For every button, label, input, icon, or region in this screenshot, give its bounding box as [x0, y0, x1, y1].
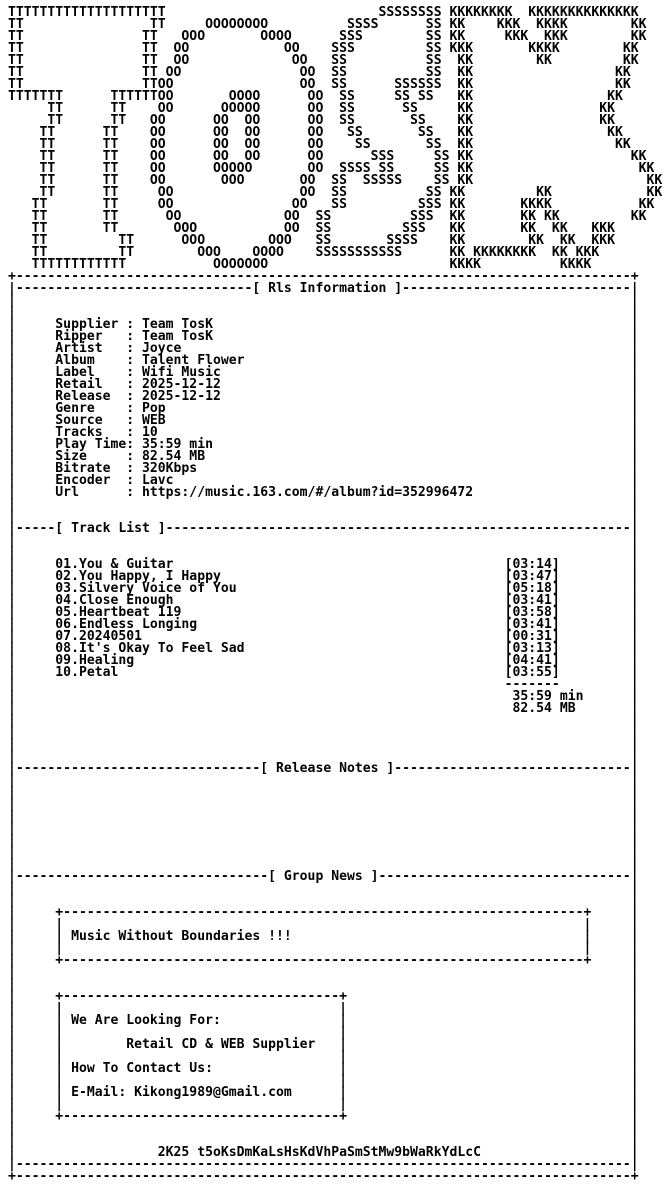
nfo-line: TT TT OO OO SS SS KK KK: [8, 65, 631, 80]
nfo-line: | 02.You Happy, I Happy [03:47] |: [8, 569, 639, 584]
nfo-line: | ------- |: [8, 677, 639, 692]
nfo-line: | Bitrate : 320Kbps |: [8, 461, 639, 476]
nfo-line: | Retail : 2025-12-12 |: [8, 377, 639, 392]
nfo-line: | | We Are Looking For: | |: [8, 1013, 639, 1028]
nfo-line: +------------------------------------------------------------------------------+: [8, 269, 639, 284]
nfo-line: | | | |: [8, 1025, 639, 1040]
nfo-line: | 07.20240501 [00:31] |: [8, 629, 639, 644]
nfo-line: | | | |: [8, 1097, 639, 1112]
nfo-line: | | | |: [8, 1049, 639, 1064]
nfo-line: | Play Time: 35:59 min |: [8, 437, 639, 452]
nfo-line: | 06.Endless Longing [03:41] |: [8, 617, 639, 632]
nfo-line: TT TTOO OO SS SSSSSS KK KK: [8, 77, 631, 92]
nfo-line: TT TT OO OO SS SSS KK KK KK KK: [8, 209, 647, 224]
nfo-line: | |: [8, 821, 639, 836]
nfo-line: TT TT OO OOOOO OO SSSS SS SS KK KK: [8, 161, 655, 176]
nfo-line: | 03.Silvery Voice of You [05:18] |: [8, 581, 639, 596]
nfo-line: | |: [8, 1121, 639, 1136]
nfo-line: TT TT OO OO SS SSS KK KKKK KK: [8, 197, 655, 212]
nfo-line: | |: [8, 845, 639, 860]
nfo-line: | |: [8, 785, 639, 800]
nfo-line: | Size : 82.54 MB |: [8, 449, 639, 464]
nfo-line: TT TT OO OO SSS SS KKK KKKK KK: [8, 41, 639, 56]
nfo-line: TT TT OO OOOOO OO SS SS KK KK: [8, 101, 615, 116]
nfo-line: TT TT OO OO SS SS KK KK KK: [8, 53, 639, 68]
nfo-line: | |: [8, 497, 639, 512]
nfo-line: | +-----------------------------------+ |: [8, 989, 639, 1004]
nfo-line: TT TT OO OO SS SS KK KK KK: [8, 185, 663, 200]
nfo-line: | | Music Without Boundaries !!! | |: [8, 929, 639, 944]
nfo-line: | 01.You & Guitar [03:14] |: [8, 557, 639, 572]
nfo-line: | |: [8, 809, 639, 824]
nfo-line: |------------------------------[ Rls Information ]-----------------------------|: [8, 281, 639, 296]
nfo-line: TT TT OO OO OO OO SS SS KK KK: [8, 125, 623, 140]
nfo-line: | +------------------------------------------------------------------+ |: [8, 905, 639, 920]
nfo-line: | |: [8, 545, 639, 560]
nfo-line: | | | |: [8, 1073, 639, 1088]
nfo-line: | Source : WEB |: [8, 413, 639, 428]
nfo-line: TT TT OO OO OO OO SS SS KK KK: [8, 113, 615, 128]
nfo-line: | |: [8, 893, 639, 908]
nfo-line: | | E-Mail: Kikong1989@Gmail.com | |: [8, 1085, 639, 1100]
nfo-line: | Tracks : 10 |: [8, 425, 639, 440]
nfo-line: | |: [8, 293, 639, 308]
nfo-line: | Encoder : Lavc |: [8, 473, 639, 488]
nfo-line: TTTTTTT TTTTTTOO OOOO OO SS SS SS KK KK: [8, 89, 623, 104]
nfo-line: | |: [8, 749, 639, 764]
nfo-line: TT TT OOOOOOOO SSSS SS KK KKK KKKK KK: [8, 17, 647, 32]
nfo-line: | |: [8, 977, 639, 992]
nfo-line: | 35:59 min |: [8, 689, 639, 704]
nfo-line: | Label : Wifi Music |: [8, 365, 639, 380]
nfo-line: | Genre : Pop |: [8, 401, 639, 416]
nfo-line: | |: [8, 773, 639, 788]
nfo-line: | Release : 2025-12-12 |: [8, 389, 639, 404]
nfo-line: | | Retail CD & WEB Supplier | |: [8, 1037, 639, 1052]
nfo-line: TTTTTTTTTTTTTTTTTTTT SSSSSSSS KKKKKKKK KKKKKKKKKKKKKK: [8, 5, 639, 20]
nfo-line: TT TT OOO OOOO SSS SS KK KKK KKK KK: [8, 29, 647, 44]
nfo-line: TT TT OOO OOO SS SSSS KK KK KK KKK: [8, 233, 615, 248]
nfo-line: |--------------------------------[ Group News ]--------------------------------|: [8, 869, 639, 884]
nfo-line: | | | |: [8, 941, 639, 956]
nfo-line: |------------------------------------------------------------------------------|: [8, 1157, 639, 1172]
nfo-line: | |: [8, 509, 639, 524]
nfo-line: |-------------------------------[ Release Notes ]------------------------------|: [8, 761, 639, 776]
nfo-line: | |: [8, 713, 639, 728]
nfo-line: | Ripper : Team TosK |: [8, 329, 639, 344]
nfo-line: TT TT OO OO OO OO SSS SS KK KK: [8, 149, 647, 164]
nfo-line: | |: [8, 1133, 639, 1148]
nfo-line: | 04.Close Enough [03:41] |: [8, 593, 639, 608]
nfo-line: | 10.Petal [03:55] |: [8, 665, 639, 680]
nfo-line: TT TT OOO OO SS SSS KK KK KK KKK: [8, 221, 615, 236]
nfo-line: | 82.54 MB |: [8, 701, 639, 716]
nfo-line: | | How To Contact Us: | |: [8, 1061, 639, 1076]
nfo-line: | |: [8, 833, 639, 848]
nfo-line: | |: [8, 305, 639, 320]
nfo-line: | Album : Talent Flower |: [8, 353, 639, 368]
nfo-text-document: [8, 7, 662, 1183]
nfo-line: TT TT OO OO OO OO SS SS KK KK: [8, 137, 631, 152]
nfo-line: TT TT OOO OOOO SSSSSSSSSSS KK KKKKKKKK KK KKK: [8, 245, 600, 260]
nfo-line: | +-----------------------------------+ |: [8, 1109, 639, 1124]
nfo-line: | Supplier : Team TosK |: [8, 317, 639, 332]
nfo-line: | +------------------------------------------------------------------+ |: [8, 953, 639, 968]
nfo-line: | | | |: [8, 1001, 639, 1016]
nfo-line: | 08.It's Okay To Feel Sad [03:13] |: [8, 641, 639, 656]
nfo-line: | Url : https://music.163.com/#/album?id=352996472 |: [8, 485, 639, 500]
nfo-line: | 05.Heartbeat 119 [03:58] |: [8, 605, 639, 620]
nfo-line: | |: [8, 725, 639, 740]
nfo-line: | |: [8, 965, 639, 980]
nfo-line: | |: [8, 533, 639, 548]
nfo-line: TT TT OO OOO OO SS SSSSS SS KK KK: [8, 173, 663, 188]
nfo-line: | 09.Healing [04:41] |: [8, 653, 639, 668]
nfo-line: | |: [8, 857, 639, 872]
nfo-line: +------------------------------------------------------------------------------+: [8, 1169, 639, 1184]
nfo-line: | 2K25 t5oKsDmKaLsHsKdVhPaSmStMw9bWaRkYdLcC |: [8, 1145, 639, 1160]
nfo-line: | Artist : Joyce |: [8, 341, 639, 356]
nfo-line: | |: [8, 881, 639, 896]
nfo-line: |-----[ Track List ]-----------------------------------------------------------|: [8, 521, 639, 536]
nfo-line: | |: [8, 797, 639, 812]
nfo-line: | |: [8, 737, 639, 752]
nfo-line: | | | |: [8, 917, 639, 932]
nfo-line: TTTTTTTTTTTT OOOOOOO KKKK KKKK: [8, 257, 592, 272]
